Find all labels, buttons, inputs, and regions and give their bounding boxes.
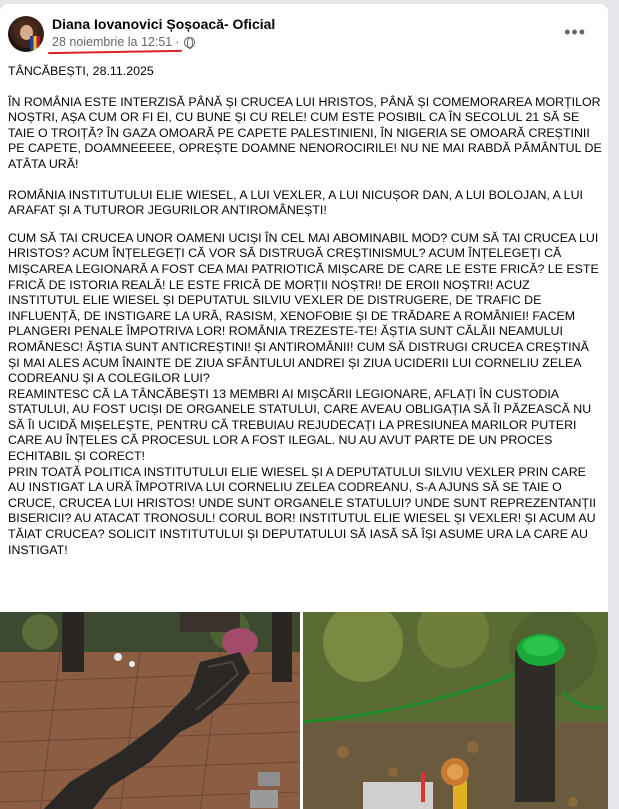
post-paragraph: PRIN TOATĂ POLITICA INSTITUTULUI ELIE WIESEL ȘI A DEPUTATULUI SILVIU VEXLER PRIN CARE AU INSTIGAT LA URĂ ÎMPOTRIVA LUI CORNELIU ZELEA CODREANU, S-A AJUNS SĂ SE TAIE O CRUCE, CRUCEA LUI HRISTOS! UNDE SUNT ORGANELE STATULUI? UNDE SUNT REPREZENTANȚII BISERICII? AU ATACAT TRONOSUL! CORUL BOR! INSTITUTUL ELIE WIESEL ȘI VEXLER! ȘI ACUM AU TĂIAT CRUCEA? SOLICIT INSTITUTULUI ȘI DEPUTATULUI SĂ IASĂ SĂ ÎȘI ASUME URA LA CARE AU INSTIGAT! — [8, 464, 596, 557]
post-card — [0, 4, 608, 809]
post-paragraph: TÂNCĂBEȘTI, 28.11.2025 — [8, 64, 154, 78]
post-paragraph: CUM SĂ TAI CRUCEA UNOR OAMENI UCIȘI ÎN CEL MAI ABOMINABIL MOD? CUM SĂ TAI CRUCEA LUI HRISTOS? ACUM ÎNȚELEGEȚI CĂ VOR SĂ DISTRUGĂ CREȘTINISMUL? ACUM ÎNȚELEGEȚI CĂ MIȘCAREA LEGIONARĂ A FOST CEA MAI PATRIOTICĂ MIȘCARE DE CARE LE ESTE FRICĂ? LE ESTE FRICĂ DE ISTORIA REALĂ! LE ESTE FRICĂ DE MORȚII NOȘTRI! DE EROII NOȘTRI! ACUZ INSTITUTUL ELIE WIESEL ȘI DEPUTATUL SILVIU VEXLER DE DISTRUGERE, DE TRAFIC DE INFLUENȚĂ, DE INSTIGARE LA URĂ, RASISM, XENOFOBIE ȘI DE TRĂDARE A ROMÂNIEI! FACEM PLANGERI PENALE ÎMPOTRIVA LOR! ROMÂNIA TREZESTE-TE! ĂȘTIA SUNT CĂLĂII NEAMULUI ROMÂNESC! ĂȘTIA SUNT ANTICREȘTINI! ȘI ANTIROMÂNII! CUM SĂ DISTRUGI CRUCEA CREȘTINĂ ȘI MAI ALES ACUM ÎNAINTE DE ZIUA SFÂNTULUI ANDREI ȘI ZIUA UCIDERII LUI CORNELIU ZELEA CODREANU ȘI A COLEGILOR LUI? — [8, 230, 599, 386]
author-name[interactable]: Diana Iovanovici Șoșoacă- Oficial — [52, 16, 276, 32]
post-body — [8, 64, 602, 558]
post-paragraph: REAMINTESC CĂ LA TÂNCĂBEȘTI 13 MEMBRI AI MIȘCĂRII LEGIONARE, AFLAȚI ÎN CUSTODIA STATULUI, AU FOST UCIȘI DE ORGANELE STATULUI, CARE AVEAU OBLIGAȚIA SĂ ÎI PĂZEASCĂ NU SĂ ÎI UCIDĂ MIȘELEȘTE, PENTRU CĂ TREBUIAU REJUDECAȚI LA PRESIUNEA MARILOR PUTERI CARE AU ÎNȚELES CĂ PROCESUL LOR A FOST ILEGAL. NU AU AVUT PARTE DE UN PROCES ECHITABIL ȘI CORECT! — [8, 386, 592, 464]
photo-cross-stump[interactable] — [303, 612, 608, 809]
author-avatar[interactable] — [8, 16, 44, 52]
post-paragraph: ÎN ROMÂNIA ESTE INTERZISĂ PÂNĂ ȘI CRUCEA LUI HRISTOS, PÂNĂ ȘI COMEMORAREA MORȚILOR NOȘTRI, AȘA CUM OR FI EI, CU BUNE ȘI CU RELE! CUM ESTE POSIBIL CA ÎN SECOLUL 21 SĂ SE TAIE O TROIȚĂ? ÎN GAZA OMOARĂ PE CAPETE PALESTINIENI, ÎN NIGERIA SE OMOARĂ CREȘTINII PE CAPETE, DOAMNEEEEE, OPREȘTE DOAMNE NENOROCIRILE! NU NE MAI RABDĂ PĂMÂNTUL DE ATÂTA URĂ! — [8, 94, 602, 171]
annotation-underline — [48, 50, 182, 54]
globe-icon — [184, 37, 195, 48]
post-meta — [52, 35, 195, 49]
post-paragraph: ROMÂNIA INSTITUTULUI ELIE WIESEL, A LUI VEXLER, A LUI NICUȘOR DAN, A LUI BOLOJAN, A LUI ARAFAT ȘI A TUTUROR JEGURILOR ANTIROMÂNEȘTI! — [8, 187, 583, 218]
post-date[interactable]: 28 noiembrie la 12:51 — [52, 35, 173, 49]
post-photos — [0, 612, 608, 809]
more-options-icon[interactable]: ••• — [564, 22, 586, 42]
meta-separator: · — [175, 35, 180, 49]
photo-cut-cross[interactable] — [0, 612, 300, 809]
post-header — [8, 16, 600, 58]
